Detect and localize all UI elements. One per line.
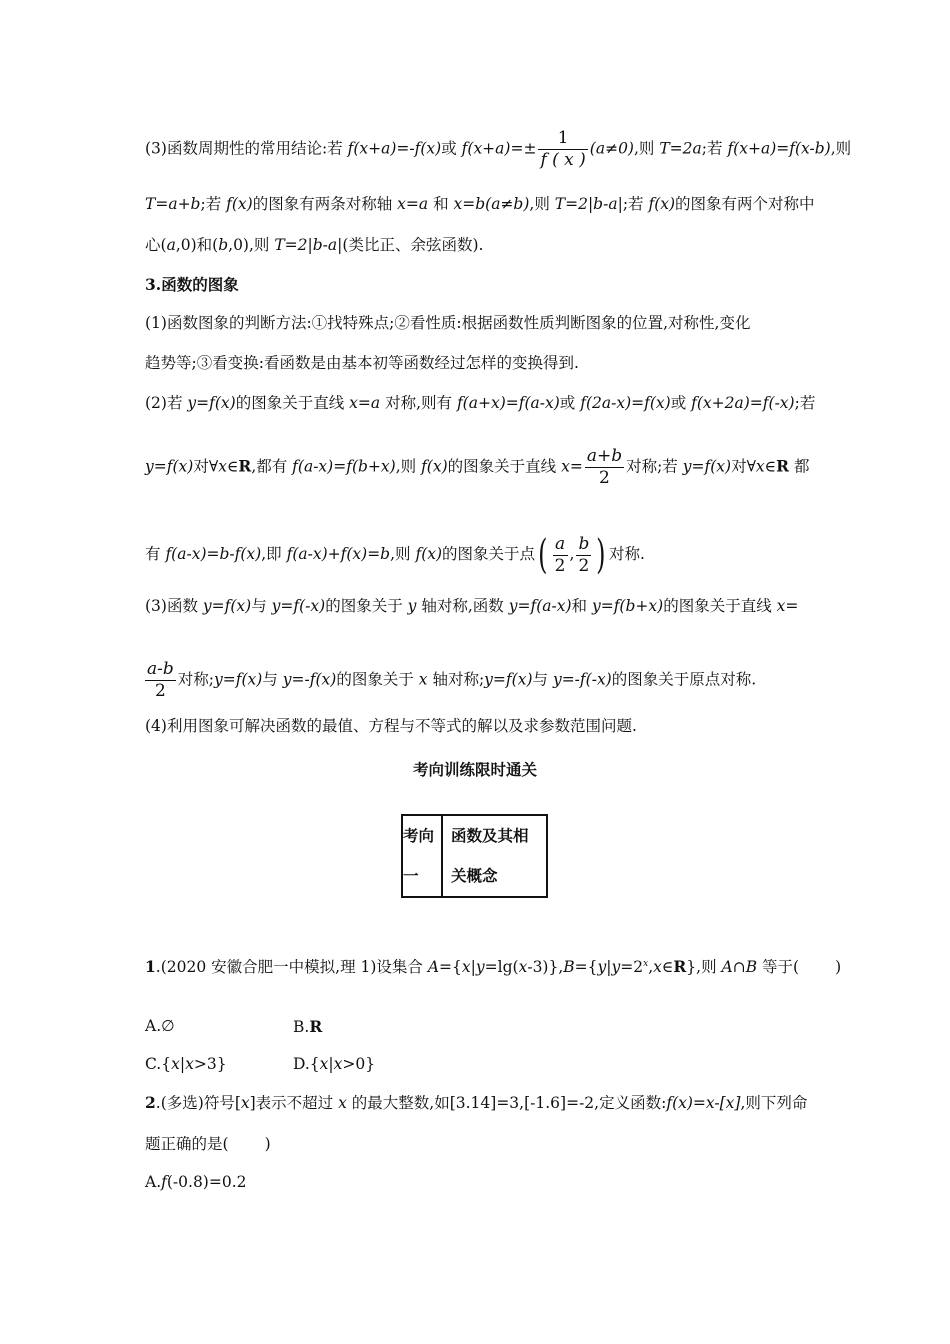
- math: R: [776, 456, 790, 476]
- math: x: [240, 1094, 250, 1112]
- q1-option-c: [145, 1055, 227, 1073]
- transform-line-2: [145, 661, 756, 700]
- text: 对称;若: [626, 457, 683, 476]
- symmetry-line-1: [145, 393, 815, 413]
- math: x=a: [349, 394, 381, 412]
- text: ]表示不超过: [249, 1094, 339, 1112]
- text: ,则: [395, 457, 422, 476]
- math: y: [611, 958, 621, 977]
- transform-line-1: [145, 596, 798, 616]
- math: f(x): [421, 457, 448, 476]
- math: f(x): [226, 195, 253, 213]
- math: y=-f(-x): [552, 670, 612, 689]
- fraction-denominator: 2: [554, 555, 566, 576]
- fraction-denominator: 2: [578, 555, 590, 576]
- math: y=f(x): [145, 457, 194, 476]
- question-number: 1: [145, 957, 156, 977]
- math: y=f(x): [214, 670, 263, 689]
- section-title: .函数的图象: [155, 275, 239, 294]
- periodicity-line-2: [145, 194, 815, 214]
- math: -3)},: [527, 958, 564, 977]
- math: =2: [620, 958, 644, 977]
- table-cell-text: 一: [403, 866, 419, 885]
- text: 的图象关于直线: [447, 457, 562, 476]
- math: |: [470, 958, 476, 977]
- math: R: [673, 957, 687, 977]
- math: =lg(: [484, 958, 519, 977]
- text: 的图象关于原点对称.: [611, 670, 757, 689]
- symmetry-line-3: [145, 532, 645, 578]
- section-number: 3: [145, 275, 156, 294]
- text: 都: [789, 457, 810, 476]
- topic-table: [401, 814, 548, 898]
- math: y=f(x): [187, 394, 236, 412]
- math: f(x+a)=±: [461, 139, 537, 158]
- math: b: [218, 236, 229, 254]
- text: (3)函数: [145, 597, 203, 615]
- graph-judgement-line-1: (1)函数图象的判断方法:①找特殊点;②看性质:根据函数性质判断图象的位置,对称性,变化: [145, 314, 751, 332]
- text: 的最大整数,如[3.14]=3,[-1.6]=-2,定义函数:: [346, 1094, 667, 1112]
- math: ∈: [661, 958, 674, 977]
- text: 心(: [145, 236, 167, 254]
- text: ∈: [764, 457, 777, 476]
- table-cell-topic: [403, 816, 443, 896]
- math: B=: [563, 958, 588, 977]
- text: .(多选)符号[: [155, 1094, 241, 1112]
- text: ,0)和(: [175, 236, 219, 254]
- question-2-line-1: [145, 1093, 807, 1113]
- fraction-denominator: f ( x ): [540, 150, 586, 170]
- math: f(x+a)=f(x-b): [727, 139, 831, 158]
- table-cell-text: 关概念: [451, 866, 498, 885]
- option-text: |: [179, 1055, 186, 1073]
- option-text: A.∅: [145, 1017, 175, 1035]
- text: 对称,则有: [380, 394, 457, 412]
- math: f(a-x)+f(x)=b: [286, 545, 391, 563]
- math: x: [218, 457, 227, 476]
- text: ,则: [830, 139, 852, 158]
- math: f(x): [648, 195, 676, 213]
- text: 或: [670, 394, 692, 412]
- text: 与: [532, 670, 553, 689]
- option-text: f: [161, 1173, 167, 1191]
- section-heading: [145, 275, 239, 295]
- math: x=: [561, 457, 583, 476]
- math: x: [418, 670, 428, 689]
- periodicity-line-1: [145, 130, 851, 169]
- math: T=2|b-a|: [274, 236, 343, 254]
- math: x: [755, 457, 765, 476]
- right-paren: ): [596, 532, 606, 578]
- text: ,则: [633, 139, 660, 158]
- text: ∈: [226, 457, 239, 476]
- question-2-line-2: [145, 1134, 271, 1154]
- math: x: [653, 958, 662, 977]
- periodicity-line-3: [145, 235, 483, 255]
- text: 对称;: [177, 670, 214, 689]
- math: y=f(x): [484, 670, 533, 689]
- text: ;若: [794, 394, 816, 412]
- text: 的图象有两条对称轴: [252, 195, 398, 213]
- math: f(x)=x-[x]: [666, 1094, 741, 1112]
- text: ,则下列命: [740, 1094, 808, 1112]
- training-heading: 考向训练限时通关: [412, 760, 537, 779]
- text: ,则: [390, 545, 416, 563]
- text: 对∀: [731, 457, 756, 476]
- text: ): [264, 1135, 271, 1153]
- text: 对∀: [193, 457, 219, 476]
- q1-option-b: [293, 1017, 322, 1036]
- math: y: [475, 958, 485, 977]
- q1-option-a: [145, 1017, 175, 1035]
- text: ,则: [529, 195, 555, 213]
- math: a: [166, 236, 176, 254]
- text: 的图象有两个对称中: [675, 195, 815, 213]
- table-cell-title: [443, 816, 546, 896]
- text: 的图象关于: [336, 670, 419, 689]
- math: y: [597, 958, 607, 977]
- math: |: [606, 958, 612, 977]
- math: y=f(x): [682, 457, 732, 476]
- table-cell-text: 考向: [403, 826, 435, 845]
- fraction-denominator: 2: [154, 681, 166, 701]
- option-text: >0}: [342, 1055, 376, 1073]
- question-number: 2: [145, 1093, 156, 1112]
- option-text: x: [171, 1055, 180, 1073]
- math: f(a-x)=b-f(x): [165, 545, 262, 563]
- math-superscript: x: [643, 959, 649, 969]
- option-text: x: [185, 1055, 194, 1073]
- option-text: x: [333, 1055, 343, 1073]
- math: A∩B: [721, 958, 758, 977]
- option-text: B.: [293, 1018, 310, 1036]
- table-cell-text: 函数及其相: [451, 826, 529, 845]
- question-1: [145, 954, 841, 977]
- text: 与: [262, 670, 283, 689]
- text: (类比正、余弦函数).: [342, 236, 484, 254]
- fraction-numerator: b: [578, 533, 590, 554]
- option-text: D.{: [293, 1055, 320, 1073]
- math: y=f(b+x): [591, 597, 664, 615]
- math: f(x+2a)=f(-x): [691, 394, 795, 412]
- q1-option-d: [293, 1055, 375, 1073]
- text: 的图象关于直线: [235, 394, 350, 412]
- option-text: |: [328, 1055, 334, 1073]
- math: A=: [427, 958, 453, 977]
- math: y=f(a-x): [508, 597, 572, 615]
- text: ,: [569, 545, 575, 563]
- math: T=2a: [659, 139, 702, 158]
- option-text: C.{: [145, 1055, 172, 1073]
- fraction-numerator: a+b: [586, 446, 623, 466]
- math: f(a-x)=f(b+x): [292, 457, 396, 476]
- text: ,即: [261, 545, 287, 563]
- text: (3)函数周期性的常用结论:若: [145, 139, 348, 158]
- application-line: (4)利用图象可解决函数的最值、方程与不等式的解以及求参数范围问题.: [145, 717, 637, 735]
- text: 的图象关于点: [442, 545, 536, 563]
- fraction-1-over-fx: [538, 130, 587, 169]
- math: x: [461, 958, 471, 977]
- text: ,都有: [251, 457, 293, 476]
- text: 或: [559, 394, 581, 412]
- math: x=b(a≠b): [453, 195, 530, 213]
- fraction-a-over-2: [553, 533, 568, 576]
- text: 的图象关于直线: [663, 597, 777, 615]
- math: ,: [648, 958, 654, 977]
- math: y: [407, 597, 417, 615]
- fraction-numerator: a-b: [147, 659, 174, 679]
- math: f(a+x)=f(a-x): [456, 394, 560, 412]
- math: y=f(-x): [271, 597, 326, 615]
- text: 的图象关于: [325, 597, 408, 615]
- text: 和: [428, 195, 454, 213]
- math: f(2a-x)=f(x): [580, 394, 671, 412]
- math: T=2|b-a|: [554, 195, 623, 213]
- math: T=a+b: [145, 195, 201, 213]
- text: ): [835, 958, 842, 977]
- fraction-denominator: 2: [599, 468, 610, 488]
- symmetry-line-2: [145, 448, 809, 487]
- text: 有: [145, 545, 166, 563]
- math: x=: [776, 597, 799, 615]
- text: ;若: [622, 195, 649, 213]
- math: x: [518, 958, 528, 977]
- text: 轴对称,函数: [416, 597, 509, 615]
- graph-judgement-line-2: 趋势等;③看变换:看函数是由基本初等函数经过怎样的变换得到.: [145, 354, 579, 372]
- fraction-numerator: a: [553, 536, 568, 556]
- fraction-a-plus-b-over-2: [585, 448, 624, 487]
- text: 等于(: [757, 958, 800, 977]
- text: ,0),则: [228, 236, 275, 254]
- text: 或: [441, 139, 462, 158]
- math: (a≠0): [589, 139, 634, 158]
- fraction-numerator: 1: [538, 130, 587, 150]
- text: },则: [686, 958, 722, 977]
- text: ;若: [701, 139, 728, 158]
- text: 轴对称;: [427, 670, 485, 689]
- math: f(x+a)=-f(x): [347, 139, 442, 158]
- math: R: [238, 456, 252, 476]
- text: 和: [571, 597, 592, 615]
- text: 题正确的是(: [145, 1135, 229, 1153]
- math: f(x): [415, 545, 443, 563]
- fraction-a-minus-b-over-2: [145, 661, 176, 700]
- math: y=-f(x): [282, 670, 337, 689]
- text: ;若: [200, 195, 227, 213]
- option-text: x: [319, 1055, 329, 1073]
- text: 与: [251, 597, 272, 615]
- math: y=f(x): [202, 597, 252, 615]
- math: {: [452, 958, 462, 977]
- math: x: [338, 1094, 347, 1112]
- q2-option-a: [145, 1173, 247, 1191]
- fraction-b-over-2: [576, 533, 591, 576]
- text: 对称.: [608, 545, 645, 563]
- option-text: R: [309, 1017, 323, 1036]
- math: {: [587, 958, 598, 977]
- text: .(2020 安徽合肥一中模拟,理 1)设集合: [155, 958, 428, 977]
- left-paren: (: [538, 532, 548, 578]
- text: (2)若: [145, 394, 188, 412]
- math: x=a: [397, 195, 429, 213]
- option-text: >3}: [193, 1055, 227, 1073]
- option-text: A.: [145, 1173, 162, 1191]
- option-text: (-0.8)=0.2: [166, 1173, 247, 1191]
